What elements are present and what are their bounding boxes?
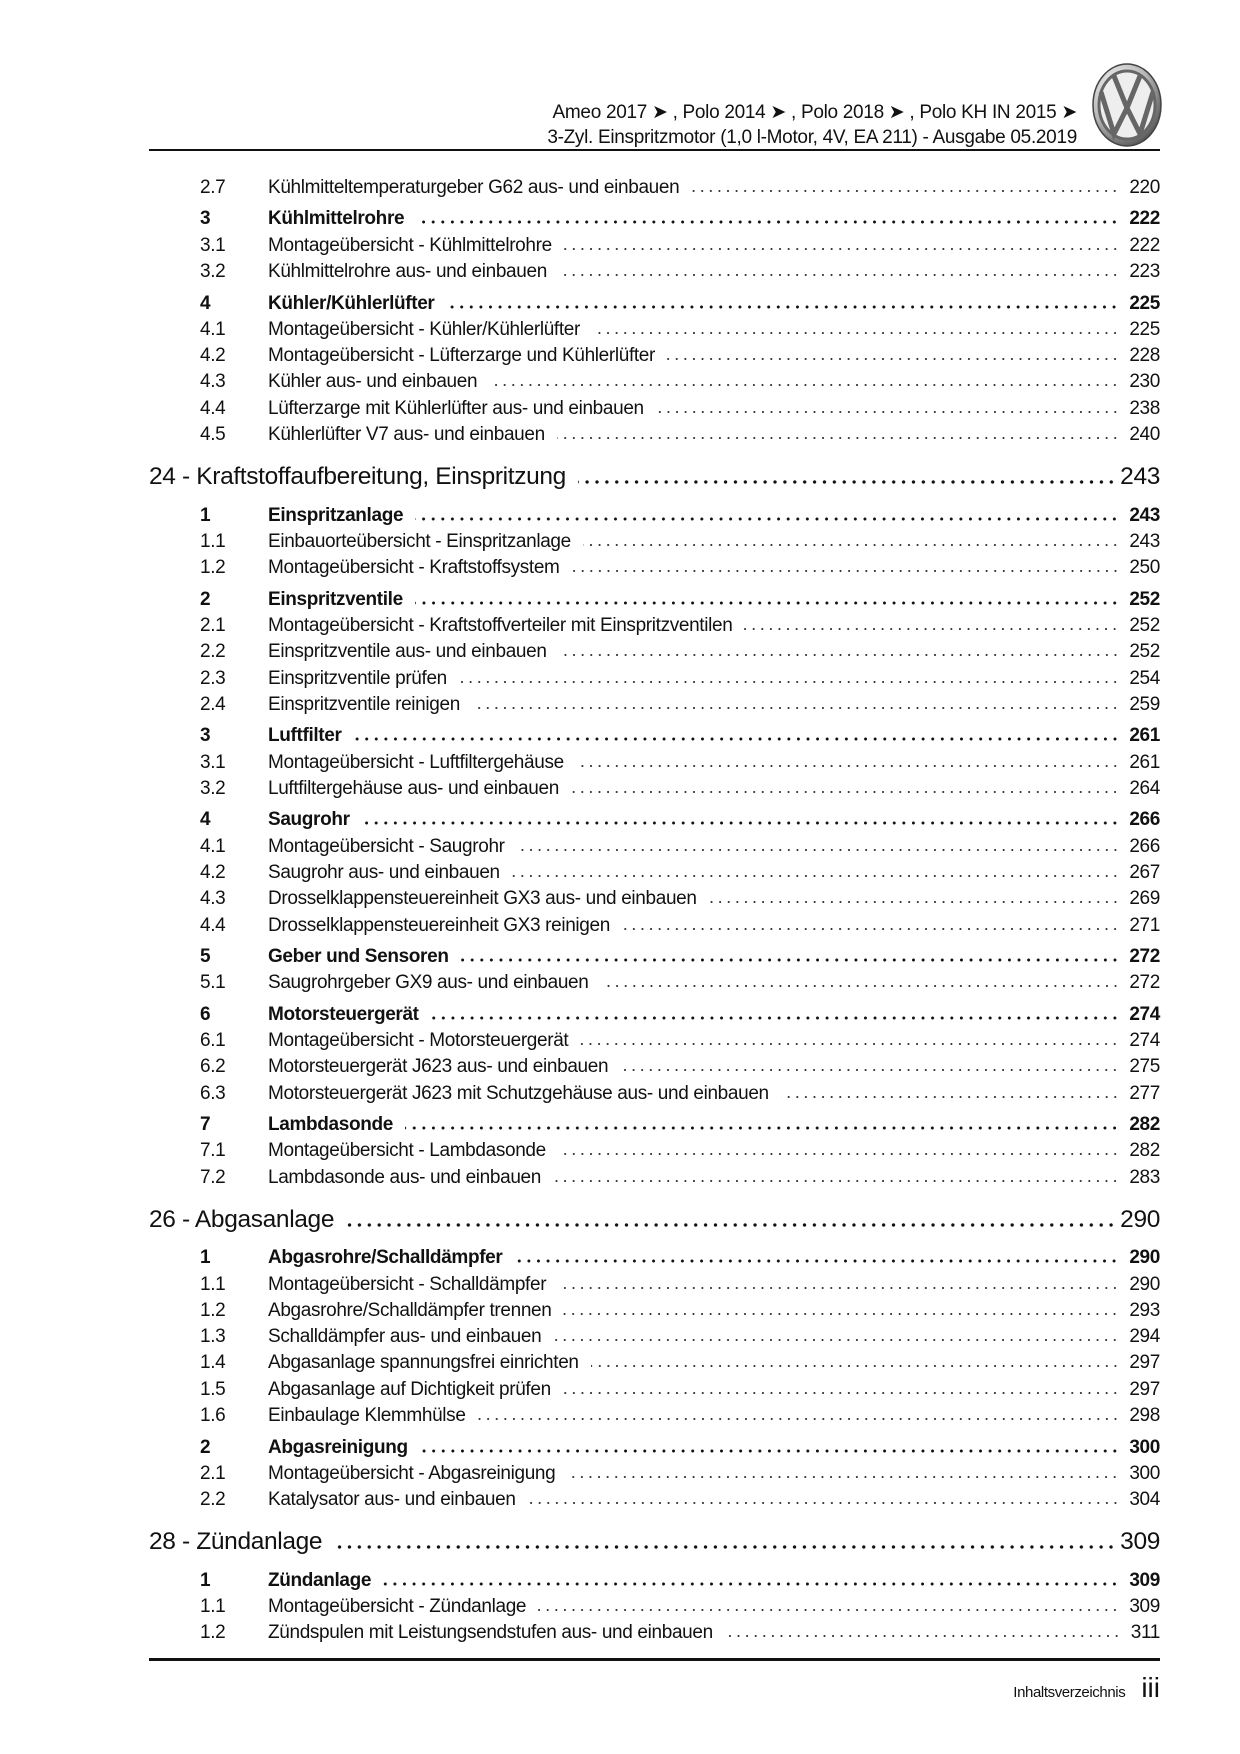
entry-title: Einspritzventile aus- und einbauen bbox=[268, 641, 547, 663]
toc-sub-entry[interactable] bbox=[149, 1083, 1160, 1109]
dot-leader bbox=[583, 541, 1120, 547]
entry-title: Luftfilter bbox=[268, 725, 342, 747]
toc-sub-entry[interactable] bbox=[149, 1622, 1160, 1648]
entry-page: 266 bbox=[1129, 809, 1160, 831]
toc-sub-entry[interactable] bbox=[149, 177, 1160, 203]
entry-page: 230 bbox=[1129, 371, 1160, 393]
entry-page: 290 bbox=[1129, 1247, 1160, 1269]
toc-sub-entry[interactable] bbox=[149, 1405, 1160, 1431]
entry-number: 1.2 bbox=[200, 557, 226, 579]
dot-leader bbox=[667, 355, 1119, 361]
entry-page: 228 bbox=[1129, 345, 1160, 367]
entry-number: 3.2 bbox=[200, 261, 226, 283]
entry-number: 3.1 bbox=[200, 751, 226, 773]
toc-sub-entry[interactable] bbox=[149, 1596, 1160, 1622]
header-models: Ameo 2017 ➤ , Polo 2014 ➤ , Polo 2018 ➤ , Polo KH IN 2015 ➤ bbox=[552, 102, 1077, 123]
entry-page: 309 bbox=[1120, 1528, 1160, 1556]
dot-leader bbox=[362, 819, 1120, 825]
dot-leader bbox=[431, 1014, 1120, 1020]
entry-number: 1.1 bbox=[200, 1273, 226, 1295]
entry-page: 309 bbox=[1129, 1595, 1160, 1617]
dot-leader bbox=[415, 515, 1119, 521]
entry-title: Montageübersicht - Schalldämpfer bbox=[268, 1273, 547, 1295]
entry-page: 222 bbox=[1129, 234, 1160, 256]
entry-page: 298 bbox=[1129, 1405, 1160, 1427]
toc-section-entry[interactable] bbox=[149, 1570, 1160, 1596]
entry-title: Drosselklappensteuereinheit GX3 aus- und einbauen bbox=[268, 888, 697, 910]
entry-number: 2 bbox=[200, 588, 211, 610]
entry-page: 267 bbox=[1129, 861, 1160, 883]
entry-page: 254 bbox=[1129, 667, 1160, 689]
toc-section-entry[interactable] bbox=[149, 725, 1160, 751]
entry-number: 3.2 bbox=[200, 777, 226, 799]
dot-leader bbox=[563, 1310, 1119, 1316]
entry-title: Kühlmitteltemperaturgeber G62 aus- und einbauen bbox=[268, 177, 680, 198]
dot-leader bbox=[557, 434, 1120, 440]
entry-number: 2 bbox=[200, 1436, 211, 1458]
entry-title: Montageübersicht - Lambdasonde bbox=[268, 1140, 546, 1162]
entry-page: 272 bbox=[1129, 972, 1160, 994]
footer-divider bbox=[149, 1658, 1160, 1661]
entry-page: 300 bbox=[1129, 1462, 1160, 1484]
entry-page: 290 bbox=[1120, 1206, 1160, 1234]
entry-page: 259 bbox=[1129, 693, 1160, 715]
entry-page: 269 bbox=[1129, 888, 1160, 910]
dot-leader bbox=[656, 408, 1120, 414]
dot-leader bbox=[512, 872, 1120, 878]
entry-number: 4.3 bbox=[200, 888, 226, 910]
entry-page: 272 bbox=[1129, 946, 1160, 968]
toc-sub-entry[interactable] bbox=[149, 1352, 1160, 1378]
entry-page: 243 bbox=[1129, 530, 1160, 552]
dot-leader bbox=[744, 625, 1119, 631]
entry-number: 4.1 bbox=[200, 835, 226, 857]
dot-leader bbox=[461, 956, 1120, 962]
entry-page: 223 bbox=[1129, 261, 1160, 283]
entry-page: 300 bbox=[1129, 1436, 1160, 1458]
entry-number: 6.2 bbox=[200, 1056, 226, 1078]
entry-page: 243 bbox=[1129, 504, 1160, 526]
header-engine: 3-Zyl. Einspritzmotor (1,0 l-Motor, 4V, EA 211) - Ausgabe 05.2019 bbox=[547, 127, 1077, 148]
entry-title: Katalysator aus- und einbauen bbox=[268, 1489, 516, 1511]
toc-sub-entry[interactable] bbox=[149, 424, 1160, 450]
entry-number: 1.6 bbox=[200, 1405, 226, 1427]
entry-page: 274 bbox=[1129, 1003, 1160, 1025]
dot-leader bbox=[572, 567, 1120, 573]
toc-sub-entry[interactable] bbox=[149, 1167, 1160, 1193]
dot-leader bbox=[517, 846, 1120, 852]
entry-title: Montageübersicht - Kraftstoffsystem bbox=[268, 557, 560, 579]
entry-number: 1.5 bbox=[200, 1378, 226, 1400]
dot-leader bbox=[591, 1362, 1120, 1368]
entry-number: 4 bbox=[200, 809, 211, 831]
page-footer bbox=[1013, 1672, 1160, 1704]
entry-title: Motorsteuergerät J623 mit Schutzgehäuse aus- und einbauen bbox=[268, 1082, 769, 1104]
toc-sub-entry[interactable] bbox=[149, 668, 1160, 694]
entry-number: 3.1 bbox=[200, 234, 226, 256]
entry-number: 3 bbox=[200, 725, 211, 747]
entry-number: 2.7 bbox=[200, 177, 226, 198]
dot-leader bbox=[415, 599, 1120, 605]
dot-leader bbox=[553, 1177, 1119, 1183]
dot-leader bbox=[691, 187, 1119, 193]
entry-page: 297 bbox=[1129, 1352, 1160, 1374]
dot-leader bbox=[558, 1150, 1119, 1156]
entry-page: 283 bbox=[1129, 1166, 1160, 1188]
toc-sub-entry[interactable] bbox=[149, 531, 1160, 557]
dot-leader bbox=[567, 1473, 1119, 1479]
entry-title: Motorsteuergerät J623 aus- und einbauen bbox=[268, 1056, 609, 1078]
dot-leader bbox=[514, 1257, 1119, 1263]
entry-title: Montageübersicht - Luftfiltergehäuse bbox=[268, 751, 564, 773]
entry-number: 1.2 bbox=[200, 1622, 226, 1644]
entry-title: Einspritzventile reinigen bbox=[268, 693, 460, 715]
entry-title: Abgasreinigung bbox=[268, 1436, 408, 1458]
entry-page: 222 bbox=[1129, 208, 1160, 230]
entry-number: 7 bbox=[200, 1114, 211, 1136]
entry-title: Geber und Sensoren bbox=[268, 946, 449, 968]
toc-sub-entry[interactable] bbox=[149, 371, 1160, 397]
dot-leader bbox=[709, 898, 1120, 904]
page-number: iii bbox=[1141, 1672, 1160, 1703]
dot-leader bbox=[478, 1415, 1120, 1421]
toc-section-entry[interactable] bbox=[149, 1004, 1160, 1030]
page-header bbox=[547, 100, 1077, 150]
dot-leader bbox=[578, 478, 1116, 484]
entry-title: Saugrohr bbox=[268, 809, 350, 831]
toc-sub-entry[interactable] bbox=[149, 778, 1160, 804]
entry-number: 2.3 bbox=[200, 667, 226, 689]
entry-number: 6 bbox=[200, 1003, 211, 1025]
dot-leader bbox=[725, 1632, 1121, 1638]
entry-title: Saugrohrgeber GX9 aus- und einbauen bbox=[268, 972, 589, 994]
dot-leader bbox=[528, 1499, 1120, 1505]
entry-title: Montageübersicht - Kühler/Kühlerlüfter bbox=[268, 318, 580, 340]
toc-sub-entry[interactable] bbox=[149, 398, 1160, 424]
entry-page: 266 bbox=[1129, 835, 1160, 857]
toc-sub-entry[interactable] bbox=[149, 615, 1160, 641]
entry-number: 2.4 bbox=[200, 693, 226, 715]
toc-sub-entry[interactable] bbox=[149, 261, 1160, 287]
dot-leader bbox=[383, 1580, 1119, 1586]
footer-label: Inhaltsverzeichnis bbox=[1013, 1684, 1126, 1701]
entry-title: Montageübersicht - Kühlmittelrohre bbox=[268, 234, 552, 256]
entry-number: 1 bbox=[200, 504, 211, 526]
entry-title: Montageübersicht - Zündanlage bbox=[268, 1595, 527, 1617]
dot-leader bbox=[334, 1543, 1116, 1549]
dot-leader bbox=[592, 329, 1119, 335]
toc-sub-entry[interactable] bbox=[149, 862, 1160, 888]
entry-number: 4 bbox=[200, 292, 211, 314]
toc-sub-entry[interactable] bbox=[149, 915, 1160, 941]
toc-sub-entry[interactable] bbox=[149, 319, 1160, 345]
entry-title: Zündspulen mit Leistungsendstufen aus- und einbauen bbox=[268, 1622, 713, 1644]
toc-sub-entry[interactable] bbox=[149, 752, 1160, 778]
entry-number: 1.1 bbox=[200, 1595, 226, 1617]
toc-section-entry[interactable] bbox=[149, 1114, 1160, 1140]
entry-title: Abgasrohre/Schalldämpfer trennen bbox=[268, 1299, 552, 1321]
dot-leader bbox=[622, 925, 1119, 931]
dot-leader bbox=[558, 1284, 1119, 1290]
entry-number: 3 bbox=[200, 208, 211, 230]
entry-title: 26 - Abgasanlage bbox=[149, 1206, 335, 1234]
entry-page: 220 bbox=[1129, 177, 1160, 198]
entry-title: Einspritzanlage bbox=[268, 504, 404, 526]
dot-leader bbox=[420, 1447, 1120, 1453]
entry-title: Lambdasonde bbox=[268, 1114, 393, 1136]
toc-sub-entry[interactable] bbox=[149, 345, 1160, 371]
entry-page: 297 bbox=[1129, 1378, 1160, 1400]
entry-title: Lambdasonde aus- und einbauen bbox=[268, 1166, 541, 1188]
table-of-contents bbox=[149, 177, 1160, 1649]
toc-sub-entry[interactable] bbox=[149, 836, 1160, 862]
entry-page: 250 bbox=[1129, 557, 1160, 579]
dot-leader bbox=[416, 218, 1119, 224]
toc-sub-entry[interactable] bbox=[149, 235, 1160, 261]
dot-leader bbox=[580, 1040, 1119, 1046]
entry-number: 4.1 bbox=[200, 318, 226, 340]
entry-title: Abgasanlage spannungsfrei einrichten bbox=[268, 1352, 579, 1374]
dot-leader bbox=[405, 1124, 1119, 1130]
dot-leader bbox=[472, 704, 1119, 710]
entry-page: 294 bbox=[1129, 1326, 1160, 1348]
toc-sub-entry[interactable] bbox=[149, 1140, 1160, 1166]
toc-section-entry[interactable] bbox=[149, 505, 1160, 531]
entry-title: Einbauorteübersicht - Einspritzanlage bbox=[268, 530, 571, 552]
toc-section-entry[interactable] bbox=[149, 946, 1160, 972]
entry-page: 264 bbox=[1129, 777, 1160, 799]
dot-leader bbox=[571, 788, 1119, 794]
toc-sub-entry[interactable] bbox=[149, 1379, 1160, 1405]
entry-title: Saugrohr aus- und einbauen bbox=[268, 861, 500, 883]
entry-number: 5.1 bbox=[200, 972, 226, 994]
entry-number: 7.1 bbox=[200, 1140, 226, 1162]
dot-leader bbox=[601, 982, 1120, 988]
toc-section-entry[interactable] bbox=[149, 589, 1160, 615]
entry-number: 4.3 bbox=[200, 371, 226, 393]
toc-section-entry[interactable] bbox=[149, 1437, 1160, 1463]
toc-section-entry[interactable] bbox=[149, 293, 1160, 319]
entry-title: Kühlmittelrohre bbox=[268, 208, 405, 230]
entry-number: 4.2 bbox=[200, 345, 226, 367]
entry-title: 24 - Kraftstoffaufbereitung, Einspritzung bbox=[149, 463, 566, 491]
entry-title: Zündanlage bbox=[268, 1569, 372, 1591]
entry-page: 243 bbox=[1120, 463, 1160, 491]
dot-leader bbox=[553, 1336, 1119, 1342]
entry-number: 2.2 bbox=[200, 641, 226, 663]
dot-leader bbox=[489, 381, 1119, 387]
toc-sub-entry[interactable] bbox=[149, 1463, 1160, 1489]
dot-leader bbox=[576, 762, 1120, 768]
entry-number: 4.5 bbox=[200, 424, 226, 446]
entry-title: Abgasrohre/Schalldämpfer bbox=[268, 1247, 503, 1269]
toc-sub-entry[interactable] bbox=[149, 557, 1160, 583]
entry-number: 6.3 bbox=[200, 1082, 226, 1104]
header-divider bbox=[149, 149, 1160, 151]
entry-title: Einbaulage Klemmhülse bbox=[268, 1405, 466, 1427]
entry-page: 240 bbox=[1129, 424, 1160, 446]
entry-page: 252 bbox=[1129, 641, 1160, 663]
entry-title: Abgasanlage auf Dichtigkeit prüfen bbox=[268, 1378, 551, 1400]
entry-number: 4.4 bbox=[200, 397, 226, 419]
entry-page: 290 bbox=[1129, 1273, 1160, 1295]
entry-page: 277 bbox=[1129, 1082, 1160, 1104]
entry-page: 252 bbox=[1129, 588, 1160, 610]
dot-leader bbox=[354, 735, 1120, 741]
toc-sub-entry[interactable] bbox=[149, 1056, 1160, 1082]
dot-leader bbox=[459, 678, 1119, 684]
dot-leader bbox=[620, 1066, 1119, 1072]
entry-number: 1.2 bbox=[200, 1299, 226, 1321]
entry-page: 261 bbox=[1129, 751, 1160, 773]
entry-page: 252 bbox=[1129, 614, 1160, 636]
entry-page: 271 bbox=[1129, 914, 1160, 936]
entry-page: 282 bbox=[1129, 1140, 1160, 1162]
dot-leader bbox=[346, 1221, 1116, 1227]
dot-leader bbox=[564, 245, 1120, 251]
toc-sub-entry[interactable] bbox=[149, 972, 1160, 998]
entry-page: 238 bbox=[1129, 397, 1160, 419]
toc-section-entry[interactable] bbox=[149, 1247, 1160, 1273]
entry-title: Montageübersicht - Motorsteuergerät bbox=[268, 1030, 569, 1052]
entry-page: 261 bbox=[1129, 725, 1160, 747]
entry-title: Montageübersicht - Kraftstoffverteiler mit Einspritzventilen bbox=[268, 614, 733, 636]
dot-leader bbox=[559, 651, 1120, 657]
entry-number: 2.1 bbox=[200, 1462, 226, 1484]
toc-sub-entry[interactable] bbox=[149, 694, 1160, 720]
entry-page: 225 bbox=[1129, 318, 1160, 340]
dot-leader bbox=[781, 1093, 1120, 1099]
entry-page: 275 bbox=[1129, 1056, 1160, 1078]
entry-number: 2.2 bbox=[200, 1489, 226, 1511]
entry-page: 282 bbox=[1129, 1114, 1160, 1136]
entry-title: Lüfterzarge mit Kühlerlüfter aus- und einbauen bbox=[268, 397, 644, 419]
toc-section-entry[interactable] bbox=[149, 208, 1160, 234]
toc-sub-entry[interactable] bbox=[149, 1030, 1160, 1056]
entry-number: 1 bbox=[200, 1247, 211, 1269]
entry-title: Kühler aus- und einbauen bbox=[268, 371, 478, 393]
toc-sub-entry[interactable] bbox=[149, 1300, 1160, 1326]
entry-title: Montageübersicht - Lüfterzarge und Kühlerlüfter bbox=[268, 345, 656, 367]
entry-title: Schalldämpfer aus- und einbauen bbox=[268, 1326, 542, 1348]
toc-chapter-entry[interactable] bbox=[149, 1528, 1160, 1564]
entry-number: 4.4 bbox=[200, 914, 226, 936]
entry-title: Montageübersicht - Abgasreinigung bbox=[268, 1462, 556, 1484]
dot-leader bbox=[538, 1606, 1119, 1612]
entry-number: 1.4 bbox=[200, 1352, 226, 1374]
dot-leader bbox=[446, 303, 1119, 309]
entry-page: 293 bbox=[1129, 1299, 1160, 1321]
entry-number: 4.2 bbox=[200, 861, 226, 883]
entry-page: 311 bbox=[1130, 1622, 1160, 1644]
entry-title: Kühler/Kühlerlüfter bbox=[268, 292, 435, 314]
toc-sub-entry[interactable] bbox=[149, 641, 1160, 667]
entry-page: 274 bbox=[1129, 1030, 1160, 1052]
vw-logo-icon bbox=[1092, 62, 1162, 148]
entry-number: 2.1 bbox=[200, 614, 226, 636]
toc-sub-entry[interactable] bbox=[149, 1326, 1160, 1352]
entry-title: Einspritzventile prüfen bbox=[268, 667, 447, 689]
entry-number: 1.3 bbox=[200, 1326, 226, 1348]
toc-sub-entry[interactable] bbox=[149, 888, 1160, 914]
toc-sub-entry[interactable] bbox=[149, 1489, 1160, 1515]
entry-title: Drosselklappensteuereinheit GX3 reinigen bbox=[268, 914, 610, 936]
entry-title: Kühlerlüfter V7 aus- und einbauen bbox=[268, 424, 545, 446]
toc-chapter-entry[interactable] bbox=[149, 463, 1160, 499]
entry-number: 7.2 bbox=[200, 1166, 226, 1188]
entry-title: Montageübersicht - Saugrohr bbox=[268, 835, 505, 857]
entry-title: Motorsteuergerät bbox=[268, 1003, 419, 1025]
toc-chapter-entry[interactable] bbox=[149, 1206, 1160, 1242]
entry-title: Luftfiltergehäuse aus- und einbauen bbox=[268, 777, 559, 799]
entry-title: Kühlmittelrohre aus- und einbauen bbox=[268, 261, 547, 283]
entry-number: 1 bbox=[200, 1569, 211, 1591]
toc-sub-entry[interactable] bbox=[149, 1274, 1160, 1300]
dot-leader bbox=[563, 1389, 1120, 1395]
entry-number: 5 bbox=[200, 946, 211, 968]
entry-page: 304 bbox=[1129, 1489, 1160, 1511]
entry-number: 1.1 bbox=[200, 530, 226, 552]
entry-page: 309 bbox=[1129, 1569, 1160, 1591]
dot-leader bbox=[559, 271, 1119, 277]
entry-title: 28 - Zündanlage bbox=[149, 1528, 323, 1556]
entry-page: 225 bbox=[1129, 292, 1160, 314]
toc-section-entry[interactable] bbox=[149, 809, 1160, 835]
entry-number: 6.1 bbox=[200, 1030, 226, 1052]
entry-title: Einspritzventile bbox=[268, 588, 403, 610]
